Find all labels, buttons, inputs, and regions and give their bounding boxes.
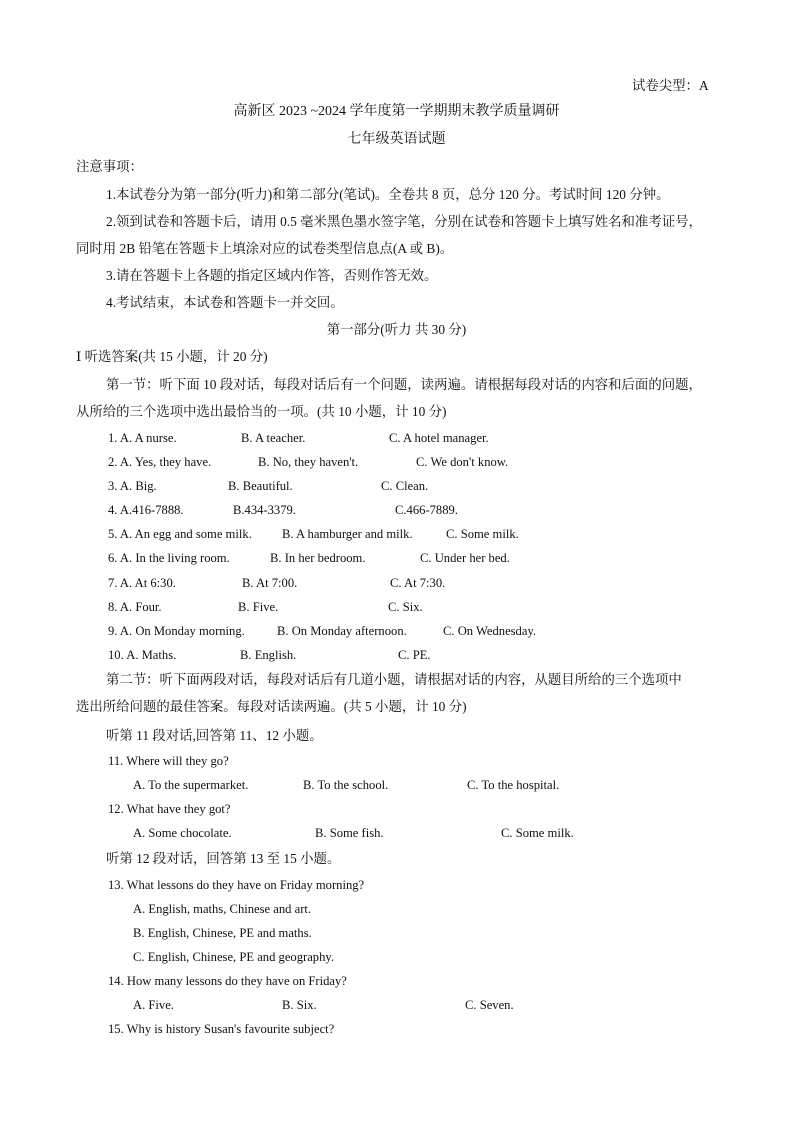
question-13-option-a: A. English, maths, Chinese and art. <box>133 902 312 916</box>
option-b: B. No, they haven't. <box>258 455 359 469</box>
notice-item-3: 3.请在答题卡上各题的指定区域内作答，否则作答无效。 <box>106 268 438 283</box>
question-3 <box>108 478 157 494</box>
option-b: B. On Monday afternoon. <box>277 624 407 638</box>
part1-title: 第一部分(听力 共 30 分) <box>326 322 467 337</box>
question-number: 5. <box>108 527 118 541</box>
option-b: B. At 7:00. <box>242 576 298 590</box>
notice-heading: 注意事项： <box>76 159 143 174</box>
option-a: A. Maths. <box>126 648 177 662</box>
notice-item-1: 1.本试卷分为第一部分(听力)和第二部分(笔试)。全卷共 8 页，总分 120 分。考试时间 120 分钟。 <box>106 187 670 202</box>
option-a: A.416-7888. <box>119 503 184 517</box>
sec1-intro-line2: 从所给的三个选项中选出最恰当的一项。(共 10 小题，计 10 分) <box>76 404 447 419</box>
exam-subtitle: 七年级英语试题 <box>347 132 446 147</box>
option-a: A. A nurse. <box>119 431 177 445</box>
question-number: 8. <box>108 600 118 614</box>
question-number: 7. <box>108 576 118 590</box>
question-7 <box>108 575 176 591</box>
question-4 <box>108 502 184 518</box>
sec1-intro-line1: 第一节：听下面 10 段对话，每段对话后有一个问题，读两遍。请根据每段对话的内容和后面的问题， <box>106 377 702 392</box>
question-14-option-a: A. Five. <box>133 998 174 1012</box>
option-c: C. Six. <box>388 600 423 614</box>
option-b: B. A teacher. <box>241 431 306 445</box>
question-12-option-a: A. Some chocolate. <box>133 826 232 840</box>
option-c: C. Clean. <box>381 479 429 493</box>
question-14-option-b: B. Six. <box>282 998 317 1012</box>
question-13-stem: 13. What lessons do they have on Friday morning? <box>108 878 365 892</box>
question-9 <box>108 623 245 639</box>
question-2 <box>108 454 211 470</box>
option-a: A. On Monday morning. <box>119 624 245 638</box>
question-1 <box>108 430 177 446</box>
option-b: B. A hamburger and milk. <box>282 527 413 541</box>
question-number: 6. <box>108 551 118 565</box>
question-10 <box>108 647 176 663</box>
exam-type-label: 试卷尖型：A <box>632 78 709 93</box>
sec2-intro-line2: 选出所给问题的最佳答案。每段对话读两遍。(共 5 小题，计 10 分) <box>76 699 467 714</box>
question-11-stem: 11. Where will they go? <box>108 754 229 768</box>
option-c: C. We don't know. <box>416 455 509 469</box>
section1-heading: Ⅰ 听选答案(共 15 小题，计 20 分) <box>76 349 268 364</box>
option-b: B.434-3379. <box>233 503 296 517</box>
question-12-option-b: B. Some fish. <box>315 826 384 840</box>
option-a: A. Big. <box>119 479 157 493</box>
question-13-option-c: C. English, Chinese, PE and geography. <box>133 950 335 964</box>
question-14-option-c: C. Seven. <box>465 998 514 1012</box>
option-a: A. In the living room. <box>119 551 230 565</box>
notice-item-4: 4.考试结束，本试卷和答题卡一并交回。 <box>106 295 344 310</box>
option-a: A. Four. <box>119 600 162 614</box>
dialog-11-instruction: 听第 11 段对话,回答第 11、12 小题。 <box>106 728 323 743</box>
question-number: 9. <box>108 624 118 638</box>
option-c: C. On Wednesday. <box>443 624 537 638</box>
option-a: A. At 6:30. <box>119 576 176 590</box>
question-14-stem: 14. How many lessons do they have on Friday? <box>108 974 347 988</box>
question-15-stem: 15. Why is history Susan's favourite subject? <box>108 1022 335 1036</box>
question-number: 10. <box>108 648 124 662</box>
option-c: C. Under her bed. <box>420 551 510 565</box>
question-13-option-b: B. English, Chinese, PE and maths. <box>133 926 312 940</box>
question-12-option-c: C. Some milk. <box>501 826 574 840</box>
notice-item-2: 2.领到试卷和答题卡后，请用 0.5 毫米黑色墨水签字笔，分别在试卷和答题卡上填写姓名和准考证号， <box>106 214 702 229</box>
question-5 <box>108 526 252 542</box>
question-6 <box>108 550 230 566</box>
sec2-intro-line1: 第二节：听下面两段对话，每段对话后有几道小题，请根据对话的内容，从题目所给的三个选项中 <box>106 672 682 687</box>
option-b: B. In her bedroom. <box>270 551 366 565</box>
question-11-option-b: B. To the school. <box>303 778 389 792</box>
dialog-12-instruction: 听第 12 段对话，回答第 13 至 15 小题。 <box>106 851 341 866</box>
notice-item-2-cont: 同时用 2B 铅笔在答题卡上填涂对应的试卷类型信息点(A 或 B)。 <box>76 241 454 256</box>
option-c: C. A hotel manager. <box>389 431 489 445</box>
question-8 <box>108 599 162 615</box>
exam-title: 高新区 2023 ~2024 学年度第一学期期末教学质量调研 <box>233 104 560 119</box>
option-c: C. PE. <box>398 648 431 662</box>
option-c: C. Some milk. <box>446 527 519 541</box>
question-11-option-a: A. To the supermarket. <box>133 778 249 792</box>
option-b: B. English. <box>240 648 297 662</box>
question-11-option-c: C. To the hospital. <box>467 778 560 792</box>
question-number: 1. <box>108 431 118 445</box>
option-b: B. Five. <box>238 600 279 614</box>
question-12-stem: 12. What have they got? <box>108 802 231 816</box>
question-number: 3. <box>108 479 118 493</box>
question-number: 4. <box>108 503 118 517</box>
option-a: A. Yes, they have. <box>119 455 212 469</box>
option-c: C.466-7889. <box>395 503 458 517</box>
option-c: C. At 7:30. <box>390 576 446 590</box>
question-number: 2. <box>108 455 118 469</box>
option-a: A. An egg and some milk. <box>119 527 252 541</box>
option-b: B. Beautiful. <box>228 479 293 493</box>
